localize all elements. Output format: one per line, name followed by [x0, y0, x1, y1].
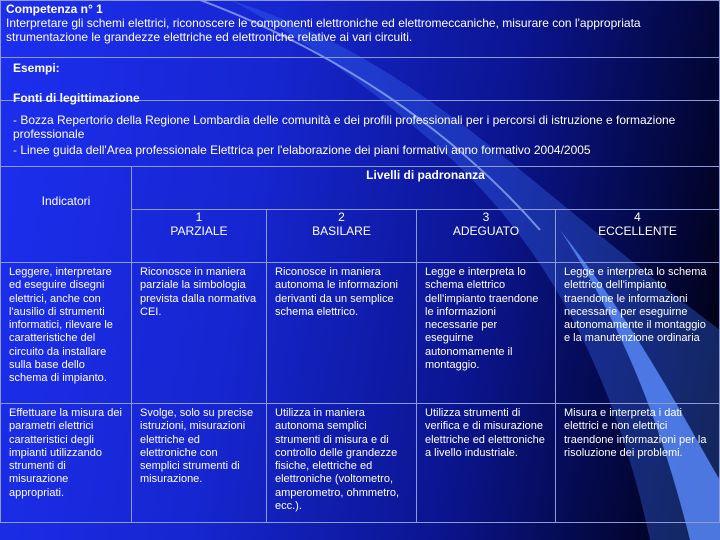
fonti-item: - Bozza Repertorio della Regione Lombardia delle comunità e dei profili professionali per i percorsi di istruzione e formazione professionale	[13, 113, 676, 141]
table-cell: Riconosce in maniera autonoma le informazioni derivanti da un semplice schema elettrico.	[266, 262, 417, 404]
table-cell: Misura e interpreta i dati elettrici e non elettrici traendone informazioni per la risoluzione dei problemi.	[555, 403, 720, 523]
level-header-4	[555, 209, 720, 263]
fonti-item: - Linee guida dell'Area professionale Elettrica per l'elaborazione dei piani formativi anno formativo 2004/2005	[13, 143, 591, 157]
level-name: PARZIALE	[170, 224, 228, 238]
level-name: ADEGUATO	[452, 224, 520, 238]
competenza-title: Competenza n° 1	[6, 2, 103, 16]
table-cell: Legge e interpreta lo schema elettrico dell'impianto traendone le informazioni necessarie per eseguirne autonomamente il montaggio.	[416, 262, 556, 404]
level-number: 1	[195, 210, 203, 224]
table-cell: Riconosce in maniera parziale la simbologia prevista dalla normativa CEI.	[131, 262, 267, 404]
fonti-cell	[0, 91, 720, 167]
level-number: 2	[338, 210, 345, 224]
livelli-header: Livelli di padronanza	[131, 166, 720, 210]
level-name: ECCELLENTE	[598, 224, 677, 238]
esempi-label: Esempi:	[13, 61, 60, 75]
table-cell: Legge e interpreta lo schema elettrico dell'impianto traendone le informazioni necessarie per eseguirne autonomamente il montaggio e la manutenzione ordinaria	[555, 262, 720, 404]
indicatore-cell: Leggere, interpretare ed eseguire disegni elettrici, anche con l'ausilio di strumenti informatici, rilevare le caratteristiche del circuito da installare sulla base dello schema di impianto.	[0, 262, 132, 404]
table-cell: Svolge, solo su precise istruzioni, misurazioni elettriche ed elettroniche con semplici strumenti di misurazione.	[131, 403, 267, 523]
indicatori-header: Indicatori	[0, 166, 132, 263]
level-number: 4	[634, 210, 641, 224]
level-header-1	[131, 209, 267, 263]
table-cell: Utilizza in maniera autonoma semplici strumenti di misura e di controllo delle grandezze fisiche, elettriche ed elettroniche (voltometro, amperometro, ohmmetro, ecc.).	[266, 403, 417, 523]
level-number: 3	[482, 210, 490, 224]
level-name: BASILARE	[312, 224, 371, 238]
level-header-2	[266, 209, 417, 263]
level-header-3	[416, 209, 556, 263]
competenza-cell	[0, 0, 720, 58]
indicatore-cell: Effettuare la misura dei parametri elettrici caratteristici degli impianti utilizzando strumenti di misurazione appropriati.	[0, 403, 132, 523]
competenza-text: Interpretare gli schemi elettrici, riconoscere le componenti elettroniche ed elettromeccaniche, misurare con l'appropriata strumentazione le grandezze elettriche ed elettroniche relative ai vari circuiti.	[6, 16, 641, 44]
fonti-label: Fonti di legittimazione	[13, 91, 140, 105]
table-cell: Utilizza strumenti di verifica e di misurazione elettriche ed elettroniche a livello industriale.	[416, 403, 556, 523]
